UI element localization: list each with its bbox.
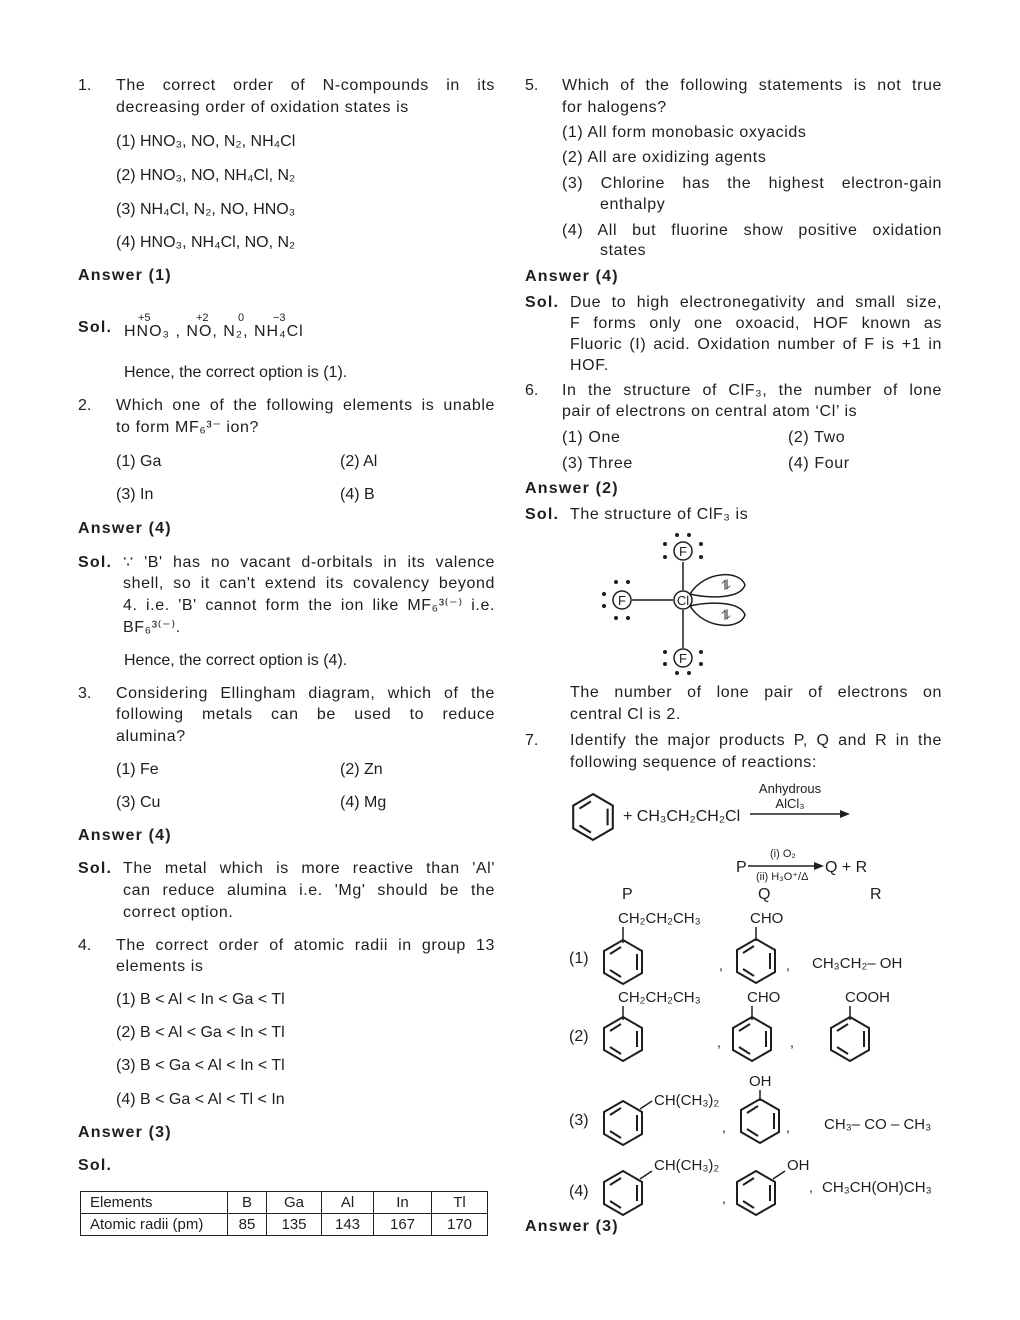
oxidation-state: 0 (238, 312, 245, 324)
question-text: Considering Ellingham diagram, which of the (116, 685, 495, 702)
table-cell: In (374, 1192, 432, 1214)
option-4 (569, 1157, 932, 1215)
table-header-row (81, 1192, 488, 1214)
solution-label: Sol. (78, 1157, 113, 1174)
option: (1) All form monobasic oxyacids (562, 124, 807, 141)
table-cell: Elements (81, 1192, 228, 1214)
question-text: decreasing order of oxidation states is (116, 99, 409, 116)
conclusion: Hence, the correct option is (1). (124, 364, 348, 381)
option: (4) Mg (340, 794, 387, 811)
separator: , (790, 1034, 794, 1050)
question-text: Identify the major products P, Q and R in the (570, 732, 942, 749)
separator: , (717, 1034, 721, 1050)
solution-text: HOF. (570, 357, 609, 374)
solution-text: Fluoric (I) acid. Oxidation number of F is +1 in (570, 336, 942, 353)
product-r: COOH (845, 989, 890, 1006)
reactant: + CH₃CH₂CH₂Cl (623, 808, 741, 825)
answer: Answer (2) (525, 480, 619, 497)
question-text: elements is (116, 958, 204, 975)
table-cell: 167 (374, 1214, 432, 1236)
option-number: (4) (569, 1183, 589, 1200)
option: (2) Zn (340, 761, 383, 778)
option: (4) Four (788, 455, 850, 472)
question-text: The correct order of atomic radii in group 13 (116, 937, 495, 954)
solution-label: Sol. (525, 506, 560, 523)
solution-text: F forms only one oxoacid, HOF known as (570, 315, 942, 332)
option: (2) Al (340, 453, 378, 470)
product-p: CH(CH₃)₂ (654, 1157, 720, 1174)
option: (2) HNO₃, NO, NH₄Cl, N₂ (116, 167, 296, 184)
table-cell: Atomic radii (pm) (81, 1214, 228, 1236)
oxidation-state: +2 (196, 312, 209, 324)
solution-label: Sol. (78, 860, 113, 877)
solution-text: Due to high electronegativity and small size, (570, 294, 942, 311)
question-text: alumina? (116, 728, 186, 745)
answer: Answer (4) (78, 827, 172, 844)
option: (2) All are oxidizing agents (562, 149, 767, 166)
separator: , (786, 957, 790, 973)
option: (3) In (116, 486, 154, 503)
solution-text: shell, so it can't extend its covalency beyond (123, 575, 495, 592)
fluorine-atom: F (618, 593, 626, 608)
option: (3) NH₄Cl, N₂, NO, HNO₃ (116, 201, 296, 218)
answer: Answer (4) (525, 268, 619, 285)
answer: Answer (4) (78, 520, 172, 537)
question-text: for halogens? (562, 99, 667, 116)
question-text: pair of electrons on central atom ‘Cl’ is (562, 403, 858, 420)
product-p: CH₂CH₂CH₃ (618, 989, 701, 1006)
option: (1) One (562, 429, 621, 446)
option: (3) Three (562, 455, 633, 472)
question-number: 3. (78, 685, 92, 702)
solution-text: 4. i.e. 'B' cannot form the ion like MF₆³⁽⁻⁾ i.e. (123, 597, 495, 614)
separator: , (786, 1119, 790, 1135)
step-reagent: (ii) H₃O⁺/Δ (756, 871, 809, 883)
solution-text: central Cl is 2. (570, 706, 681, 723)
option-2 (569, 989, 890, 1061)
column-header: R (870, 886, 882, 903)
fluorine-atom: F (679, 544, 687, 559)
solution-text: can reduce alumina i.e. 'Mg' should be the (123, 882, 495, 899)
option: (3) Chlorine has the highest electron-gain (562, 175, 942, 192)
reagent: AlCl₃ (775, 796, 805, 811)
option-number: (2) (569, 1028, 589, 1045)
lone-pair-icon: ⥮ (720, 577, 732, 593)
separator: , (722, 1190, 726, 1206)
question-text: following sequence of reactions: (570, 754, 817, 771)
option: (2) B < Al < Ga < In < Tl (116, 1024, 285, 1041)
question-number: 1. (78, 77, 92, 94)
product-q: OH (749, 1073, 772, 1090)
question-text: Which one of the following elements is unable (116, 397, 495, 414)
separator: , (722, 1119, 726, 1135)
solution-formula: HNO₃ , NO, N₂, NH₄Cl (124, 323, 304, 340)
step-reactant: P (736, 859, 747, 876)
table-cell: 170 (432, 1214, 488, 1236)
separator: , (809, 1179, 813, 1195)
conclusion: Hence, the correct option is (4). (124, 652, 348, 669)
product-q: OH (787, 1157, 810, 1174)
table-cell: Tl (432, 1192, 488, 1214)
atomic-radii-table (80, 1191, 488, 1236)
option: (4) B < Ga < Al < Tl < In (116, 1091, 285, 1108)
option: enthalpy (600, 196, 666, 213)
option-number: (1) (569, 950, 589, 967)
question-number: 6. (525, 382, 539, 399)
option-1 (569, 910, 902, 984)
reaction-scheme (520, 775, 960, 1220)
option: (4) All but fluorine show positive oxidation (562, 222, 942, 239)
option: (1) B < Al < In < Ga < Tl (116, 991, 285, 1008)
solution-text: BF₆³⁽⁻⁾. (123, 619, 181, 636)
solution-text: ∵ 'B' has no vacant d-orbitals in its valence (123, 554, 495, 571)
product-p: CH(CH₃)₂ (654, 1092, 720, 1109)
lone-pair-icon: ⥮ (720, 607, 732, 623)
table-cell: 85 (228, 1214, 267, 1236)
product-r: CH₃CH(OH)CH₃ (822, 1179, 932, 1196)
option-3 (569, 1073, 931, 1145)
option: (1) Ga (116, 453, 162, 470)
solution-text: The structure of ClF₃ is (570, 506, 749, 523)
question-text: Which of the following statements is not true (562, 77, 942, 94)
product-r: CH₃CH₂– OH (812, 955, 903, 972)
benzene-ring (573, 794, 613, 840)
option: (3) B < Ga < Al < In < Tl (116, 1057, 285, 1074)
option-number: (3) (569, 1112, 589, 1129)
table-row (81, 1214, 488, 1236)
step-products: Q + R (825, 859, 868, 876)
reagent: Anhydrous (758, 781, 822, 796)
product-r: CH₃– CO – CH₃ (824, 1116, 932, 1133)
question-number: 7. (525, 732, 539, 749)
column-header: Q (758, 886, 771, 903)
oxidation-state: +5 (138, 312, 151, 324)
question-number: 5. (525, 77, 539, 94)
option: (2) Two (788, 429, 846, 446)
table-cell: B (228, 1192, 267, 1214)
table-cell: Ga (267, 1192, 322, 1214)
oxidation-state: −3 (273, 312, 286, 324)
product-q: CHO (747, 989, 781, 1006)
question-text: The correct order of N-compounds in its (116, 77, 495, 94)
solution-text: correct option. (123, 904, 234, 921)
step-reagent: (i) O₂ (770, 848, 796, 860)
table-cell: 135 (267, 1214, 322, 1236)
option: states (600, 242, 647, 259)
solution-label: Sol. (78, 554, 113, 571)
column-header: P (622, 886, 633, 903)
separator: , (719, 957, 723, 973)
solution-label: Sol. (78, 319, 113, 336)
clf3-structure-diagram (590, 530, 760, 675)
fluorine-atom: F (679, 651, 687, 666)
question-text: In the structure of ClF₃, the number of lone (562, 382, 942, 399)
solution-label: Sol. (525, 294, 560, 311)
option: (1) HNO₃, NO, N₂, NH₄Cl (116, 133, 296, 150)
question-number: 4. (78, 937, 92, 954)
solution-text: The metal which is more reactive than 'Al' (123, 860, 495, 877)
table-cell: Al (322, 1192, 374, 1214)
answer: Answer (3) (78, 1124, 172, 1141)
option: (1) Fe (116, 761, 159, 778)
chlorine-atom: Cl (676, 593, 690, 608)
product-p: CH₂CH₂CH₃ (618, 910, 701, 927)
solution-text: The number of lone pair of electrons on (570, 684, 942, 701)
option: (3) Cu (116, 794, 161, 811)
option: (4) HNO₃, NH₄Cl, NO, N₂ (116, 234, 296, 251)
product-q: CHO (750, 910, 784, 927)
question-number: 2. (78, 397, 92, 414)
question-text: following metals can be used to reduce (116, 706, 495, 723)
table-cell: 143 (322, 1214, 374, 1236)
question-text: to form MF₆³⁻ ion? (116, 419, 260, 436)
option: (4) B (340, 486, 375, 503)
answer: Answer (1) (78, 267, 172, 284)
answer: Answer (3) (525, 1218, 619, 1235)
